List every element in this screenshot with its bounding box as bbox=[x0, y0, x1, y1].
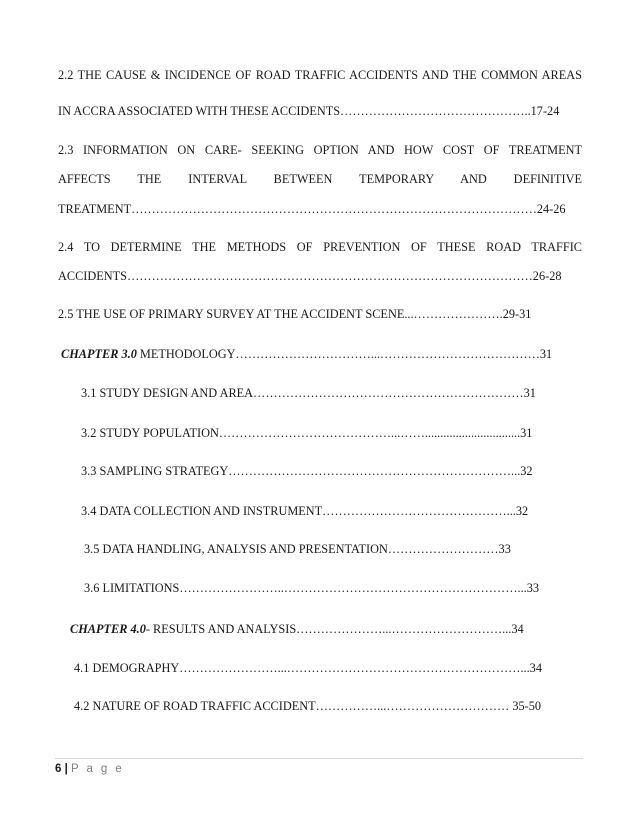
toc-line-2-3-b: AFFECTS THE INTERVAL BETWEEN TEMPORARY AND DEFINITIVE bbox=[58, 172, 582, 186]
toc-line-4-1: 4.1 DEMOGRAPHY……………………...…………………………………………………...34 bbox=[74, 661, 542, 675]
chapter-3-label: CHAPTER 3.0 bbox=[61, 347, 137, 361]
page-footer bbox=[55, 761, 124, 777]
toc-line-4-2: 4.2 NATURE OF ROAD TRAFFIC ACCIDENT……………...………………………… 35-50 bbox=[74, 699, 542, 713]
toc-line-2-3-c: TREATMENT………………………………………………………………………………………24-26 bbox=[58, 202, 566, 216]
toc-line-2-4-a: 2.4 TO DETERMINE THE METHODS OF PREVENTION OF THESE ROAD TRAFFIC bbox=[58, 240, 582, 254]
toc-line-3-2: 3.2 STUDY POPULATION……………………………………...……...............................31 bbox=[81, 426, 533, 440]
toc-line-2-2-a: 2.2 THE CAUSE & INCIDENCE OF ROAD TRAFFIC ACCIDENTS AND THE COMMON AREAS bbox=[58, 68, 582, 82]
footer-divider bbox=[55, 758, 583, 759]
toc-chapter-4 bbox=[70, 621, 594, 637]
page-number: 6 bbox=[55, 763, 62, 775]
toc-line-2-3-a: 2.3 INFORMATION ON CARE- SEEKING OPTION AND HOW COST OF TREATMENT bbox=[58, 143, 582, 157]
toc-line-3-1: 3.1 STUDY DESIGN AND AREA…………………………………………………………31 bbox=[81, 386, 536, 400]
page-word: P a g e bbox=[71, 763, 125, 775]
footer-separator: | bbox=[64, 763, 68, 775]
toc-line-2-4-b: ACCIDENTS………………………………………………………………………………………26-28 bbox=[58, 269, 562, 283]
toc-line-2-2-b: IN ACCRA ASSOCIATED WITH THESE ACCIDENTS………………………………………..17-24 bbox=[58, 104, 560, 118]
toc-line-3-6: 3.6 LIMITATIONS……………………..…………………………………………………...33 bbox=[84, 581, 540, 595]
toc-line-2-5: 2.5 THE USE OF PRIMARY SURVEY AT THE ACCIDENT SCENE...………………….29-31 bbox=[58, 307, 532, 321]
chapter-4-title: - RESULTS AND ANALYSIS…………………...………………………...34 bbox=[145, 622, 524, 636]
chapter-3-title: METHODOLOGY……………………………...…………………………………31 bbox=[136, 347, 553, 361]
chapter-4-label: CHAPTER 4.0 bbox=[70, 622, 146, 636]
toc-line-3-3: 3.3 SAMPLING STRATEGY……………………………………………………………...32 bbox=[81, 464, 533, 478]
toc-line-3-5: 3.5 DATA HANDLING, ANALYSIS AND PRESENTATION………………………33 bbox=[84, 542, 511, 556]
toc-chapter-3 bbox=[61, 346, 585, 362]
toc-line-3-4: 3.4 DATA COLLECTION AND INSTRUMENT………………………………………...32 bbox=[81, 504, 529, 518]
